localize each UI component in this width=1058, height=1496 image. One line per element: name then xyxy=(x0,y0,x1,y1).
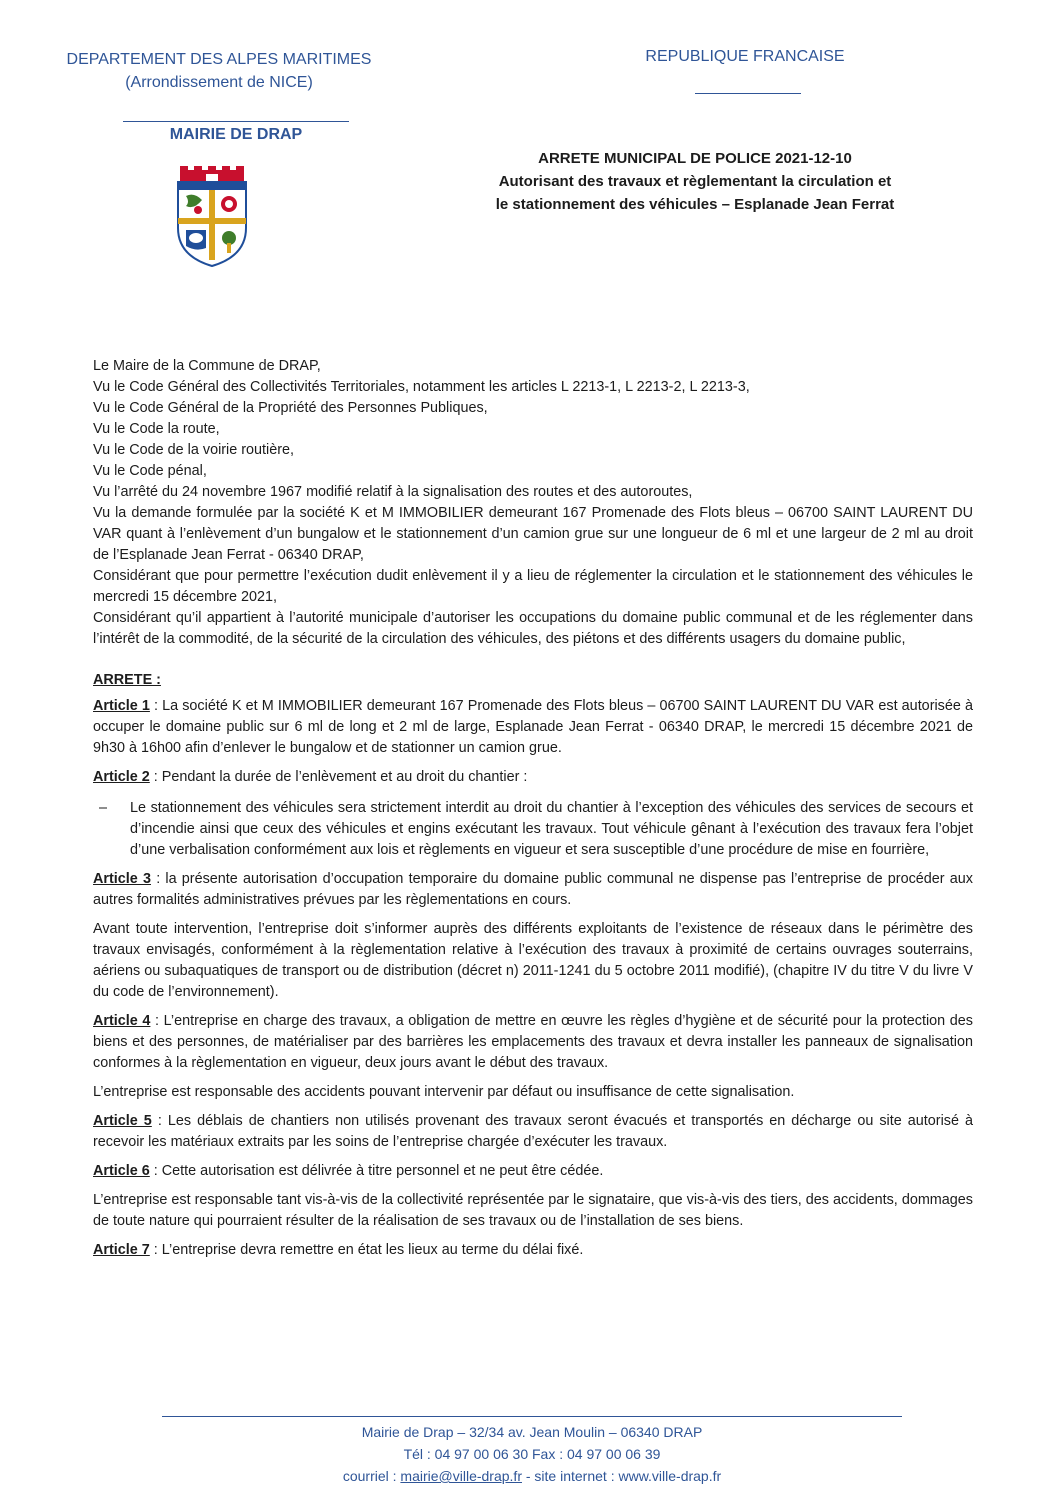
department-name: DEPARTEMENT DES ALPES MARITIMES xyxy=(66,51,372,68)
article-7-text: : L’entreprise devra remettre en état les lieux au terme du délai fixé. xyxy=(149,1242,584,1258)
decree-subject-line2: le stationnement des véhicules – Esplanade Jean Ferrat xyxy=(495,196,895,213)
preamble-line: Vu le Code pénal, xyxy=(93,463,207,479)
decree-subject-line1: Autorisant des travaux et règlementant la circulation et xyxy=(498,173,892,190)
article-5-text: : Les déblais de chantiers non utilisés provenant des travaux seront évacués et transportés en décharge ou site autorisé à recevoir les matériaux extraits par les soins de l’entreprise chargée d’exécuter les travaux. xyxy=(93,1113,973,1150)
article-2-text: : Pendant la durée de l’enlèvement et au droit du chantier : xyxy=(149,769,528,785)
article-4-paragraph: L’entreprise est responsable des accidents pouvant intervenir par défaut ou insuffisance de cette signalisation. xyxy=(93,1084,795,1100)
preamble-line: Le Maire de la Commune de DRAP, xyxy=(93,358,321,374)
footer-divider xyxy=(162,1416,902,1417)
preamble-line: Vu le Code la route, xyxy=(93,421,220,437)
article-5 xyxy=(93,1111,973,1153)
article-6-label: Article 6 xyxy=(93,1163,150,1179)
preamble-line: Vu l’arrêté du 24 novembre 1967 modifié relatif à la signalisation des routes et des autoroutes, xyxy=(93,484,693,500)
preamble-paragraph: Considérant que pour permettre l’exécution dudit enlèvement il y a lieu de réglementer la circulation et le stationnement des véhicules le mercredi 15 décembre 2021, xyxy=(93,568,973,605)
arrete-heading: ARRETE : xyxy=(93,672,161,688)
article-4-text: : L’entreprise en charge des travaux, a obligation de mettre en œuvre les règles d’hygiène et de sécurité pour la protection des biens et des personnes, de matérialiser par des barrières les emplacements des travaux et devra installer les panneaux de signalisation conformes à la règlementation en vigueur, deux jours avant le début des travaux. xyxy=(93,1013,973,1071)
article-7 xyxy=(93,1240,973,1261)
decree-number: ARRETE MUNICIPAL DE POLICE 2021-12-10 xyxy=(538,150,852,167)
footer-contact xyxy=(162,1465,902,1487)
article-7-label: Article 7 xyxy=(93,1242,150,1258)
preamble-line: Vu le Code de la voirie routière, xyxy=(93,442,295,458)
website-label: - site internet : www.ville-drap.fr xyxy=(521,1468,722,1484)
article-5-label: Article 5 xyxy=(93,1113,152,1129)
department-header xyxy=(40,48,398,94)
article-1 xyxy=(93,696,973,759)
email-link[interactable]: mairie@ville-drap.fr xyxy=(400,1468,522,1484)
footer-phone: Tél : 04 97 00 06 30 Fax : 04 97 00 06 39 xyxy=(403,1446,661,1462)
article-1-text: : La société K et M IMMOBILIER demeurant 167 Promenade des Flots bleus – 06700 SAINT LAURENT DU VAR est autorisée à occuper le domaine public sur 6 ml de long et 2 ml de large, Esplanade Jean Ferrat - 06340 DRAP, le mercredi 15 décembre 2021 de 9h30 à 16h00 afin d’enlever le bungalow et de stationner un camion grue. xyxy=(93,698,973,756)
preamble-paragraph: Considérant qu’il appartient à l’autorité municipale d’autoriser les occupations du domaine public communal et de les réglementer dans l’intérêt de la commodité, de la sécurité de la circulation des véhicules, des piétons et des différents usagers du domaine public, xyxy=(93,610,973,647)
dash-bullet: – xyxy=(99,800,108,816)
article-6-text: : Cette autorisation est délivrée à titre personnel et ne peut être cédée. xyxy=(149,1163,604,1179)
footer-address: Mairie de Drap – 32/34 av. Jean Moulin – 06340 DRAP xyxy=(361,1424,703,1440)
footer xyxy=(162,1421,902,1487)
decree-body xyxy=(93,356,973,1261)
article-3-text: : la présente autorisation d’occupation temporaire du domaine public communal ne dispense pas l’entreprise de procéder aux autres formalités administratives prévues par les règlementations en cours. xyxy=(93,871,973,908)
coat-of-arms-logo xyxy=(172,166,252,268)
courriel-label: courriel : xyxy=(342,1468,401,1484)
article-6-paragraph: L’entreprise est responsable tant vis-à-vis de la collectivité représentée par le signataire, que vis-à-vis des tiers, des accidents, dommages de toute nature qui pourraient résulter de la réalisation de ses travaux ou de l’installation de ses biens. xyxy=(93,1192,973,1229)
article-1-label: Article 1 xyxy=(93,698,150,714)
article-2 xyxy=(93,767,973,788)
article-3-paragraph: Avant toute intervention, l’entreprise doit s’informer auprès des différents exploitants de l’existence de réseaux dans le périmètre des travaux envisagés, conformément à la règlementation relative à l’exécution des travaux à proximité de certains ouvrages souterrains, aériens ou subaquatiques de transport ou de distribution (décret n) 2011-1241 du 5 octobre 2011 modifié), (chapitre IV du titre V du livre V du code de l’environnement). xyxy=(93,921,973,1000)
article-2-label: Article 2 xyxy=(93,769,150,785)
republic-divider xyxy=(695,93,801,94)
article-6 xyxy=(93,1161,973,1182)
article-2-item-text: Le stationnement des véhicules sera strictement interdit au droit du chantier à l’exception des véhicules des services de secours et d’incendie ainsi que ceux des véhicules et engins exécutant les travaux. Tout véhicule gênant à l’exécution des travaux fera l’objet d’une verbalisation conformément aux lois et règlements en vigueur et sera susceptible d’une procédure de mise en fourrière, xyxy=(130,800,973,858)
article-3-label: Article 3 xyxy=(93,871,151,887)
preamble-line: Vu le Code Général des Collectivités Territoriales, notamment les articles L 2213-1, L 2213-2, L 2213-3, xyxy=(93,379,750,395)
article-4-label: Article 4 xyxy=(93,1013,151,1029)
arrondissement: (Arrondissement de NICE) xyxy=(125,74,313,91)
article-2-item xyxy=(93,798,973,861)
preamble-paragraph: Vu la demande formulée par la société K et M IMMOBILIER demeurant 167 Promenade des Flots bleus – 06700 SAINT LAURENT DU VAR quant à l’enlèvement d’un bungalow et le stationnement d’un camion grue sur une longueur de 6 ml et une largeur de 2 ml au droit de l’Esplanade Jean Ferrat - 06340 DRAP, xyxy=(93,505,973,563)
mairie-name: MAIRIE DE DRAP xyxy=(169,126,303,143)
article-4 xyxy=(93,1011,973,1074)
header-divider xyxy=(123,121,349,122)
preamble-line: Vu le Code Général de la Propriété des Personnes Publiques, xyxy=(93,400,488,416)
republic-header: REPUBLIQUE FRANCAISE xyxy=(645,48,845,65)
article-3 xyxy=(93,869,973,911)
decree-title xyxy=(455,147,935,216)
